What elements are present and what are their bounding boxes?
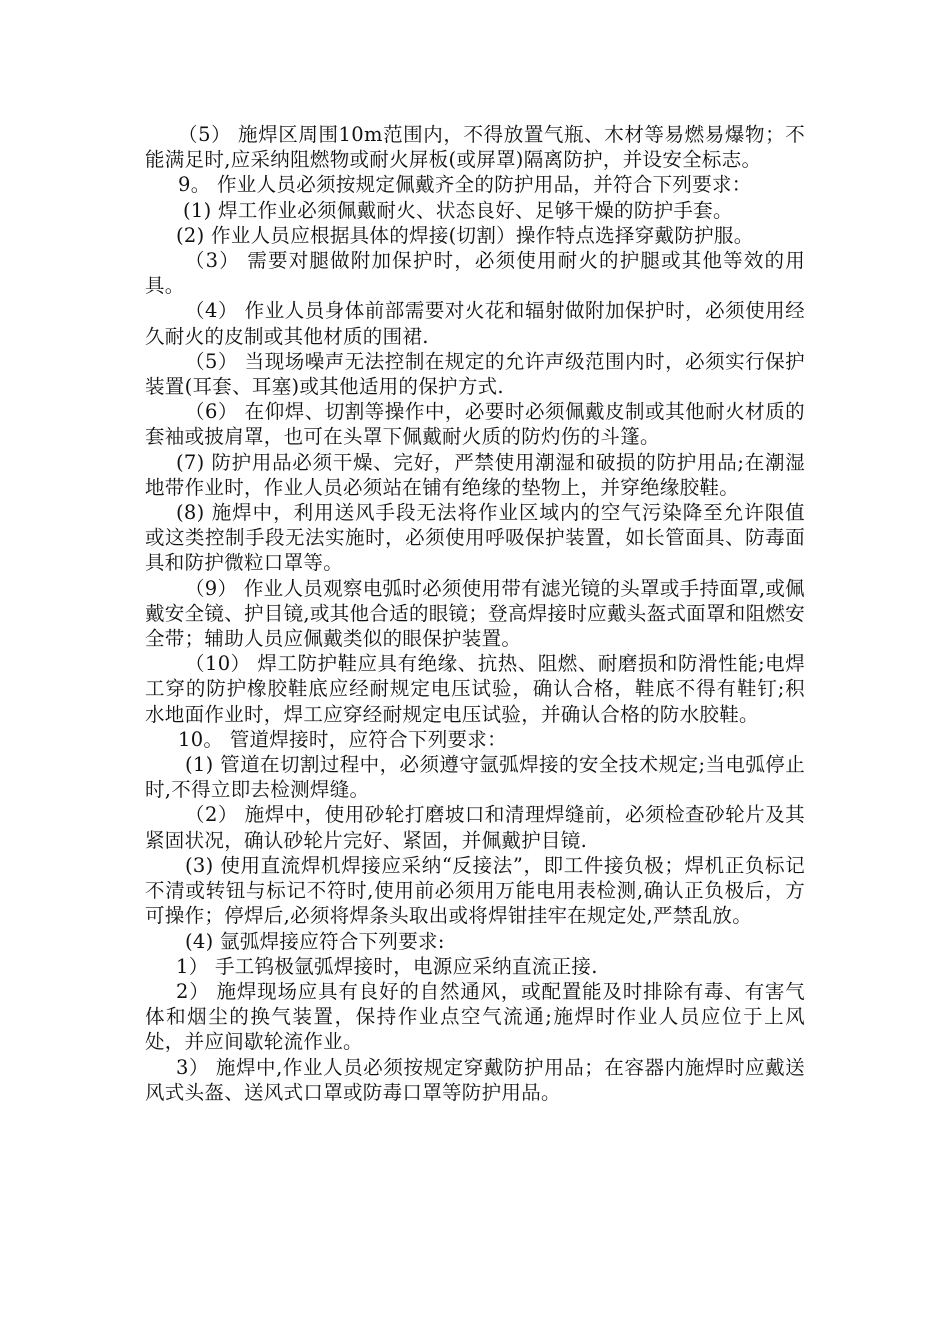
paragraph: (3) 使用直流焊机焊接应采纳“反接法”，即工件接负极；焊机正负标记不清或转钮与标记不符时,使用前必须用万能电用表检测,确认正负极后，方可操作；停焊后,必须将焊条头取出或将焊钳挂牢在规定处,严禁乱放。 bbox=[145, 853, 805, 928]
paragraph: (7) 防护用品必须干燥、完好，严禁使用潮湿和破损的防护用品;在潮湿地带作业时，作业人员必须站在铺有绝缘的垫物上，并穿绝缘胶鞋。 bbox=[145, 450, 805, 499]
paragraph: 3） 施焊中,作业人员必须按规定穿戴防护用品；在容器内施焊时应戴送风式头盔、送风式口罩或防毒口罩等防护用品。 bbox=[145, 1055, 805, 1104]
paragraph: （9） 作业人员观察电弧时必须使用带有滤光镜的头罩或手持面罩,或佩戴安全镜、护目镜,或其他合适的眼镜；登高焊接时应戴头盔式面罩和阻燃安全带；辅助人员应佩戴类似的眼保护装置。 bbox=[145, 576, 805, 651]
paragraph: 2） 施焊现场应具有良好的自然通风，或配置能及时排除有毒、有害气体和烟尘的换气装置，保持作业点空气流通;施焊时作业人员应位于上风处，并应间歇轮流作业。 bbox=[145, 979, 805, 1054]
paragraph: (4) 氩弧焊接应符合下列要求: bbox=[185, 929, 445, 953]
document-body bbox=[145, 122, 805, 1105]
paragraph: (2) 作业人员应根据具体的焊接(切割）操作特点选择穿戴防护服。 bbox=[176, 223, 754, 247]
paragraph: （5） 施焊区周围10m范围内，不得放置气瓶、木材等易燃易爆物；不能满足时,应采纳阻燃物或耐火屏板(或屏罩)隔离防护，并设安全标志。 bbox=[145, 123, 805, 172]
paragraph: (1) 焊工作业必须佩戴耐火、状态良好、足够干燥的防护手套。 bbox=[183, 198, 733, 222]
paragraph: （10） 焊工防护鞋应具有绝缘、抗热、阻燃、耐磨损和防滑性能;电焊工穿的防护橡胶鞋底应经耐规定电压试验，确认合格，鞋底不得有鞋钉;积水地面作业时，焊工应穿经耐规定电压试验，并确认合格的防水胶鞋。 bbox=[145, 652, 805, 726]
paragraph: (1) 管道在切割过程中，必须遵守氩弧焊接的安全技术规定;当电弧停止时,不得立即去检测焊缝。 bbox=[145, 753, 805, 802]
paragraph: 10。 管道焊接时，应符合下列要求： bbox=[178, 727, 507, 751]
paragraph: （3） 需要对腿做附加保护时，必须使用耐火的护腿或其他等效的用具。 bbox=[145, 249, 805, 298]
paragraph: 9。 作业人员必须按规定佩戴齐全的防护用品，并符合下列要求： bbox=[178, 173, 752, 197]
paragraph: （2） 施焊中，使用砂轮打磨坡口和清理焊缝前，必须检查砂轮片及其紧固状况，确认砂轮片完好、紧固，并佩戴护目镜. bbox=[145, 803, 805, 852]
paragraph: （4） 作业人员身体前部需要对火花和辐射做附加保护时，必须使用经久耐火的皮制或其他材质的围裙. bbox=[145, 299, 805, 348]
paragraph: （6） 在仰焊、切割等操作中，必要时必须佩戴皮制或其他耐火材质的套袖或披肩罩，也可在头罩下佩戴耐火质的防灼伤的斗篷。 bbox=[145, 400, 805, 449]
paragraph: (8) 施焊中，利用送风手段无法将作业区域内的空气污染降至允许限值或这类控制手段无法实施时，必须使用呼吸保护装置，如长管面具、防毒面具和防护微粒口罩等。 bbox=[145, 501, 805, 575]
paragraph: 1） 手工钨极氩弧焊接时，电源应采纳直流正接. bbox=[176, 954, 598, 978]
paragraph: （5） 当现场噪声无法控制在规定的允许声级范围内时，必须实行保护装置(耳套、耳塞)或其他适用的保护方式. bbox=[145, 349, 805, 399]
